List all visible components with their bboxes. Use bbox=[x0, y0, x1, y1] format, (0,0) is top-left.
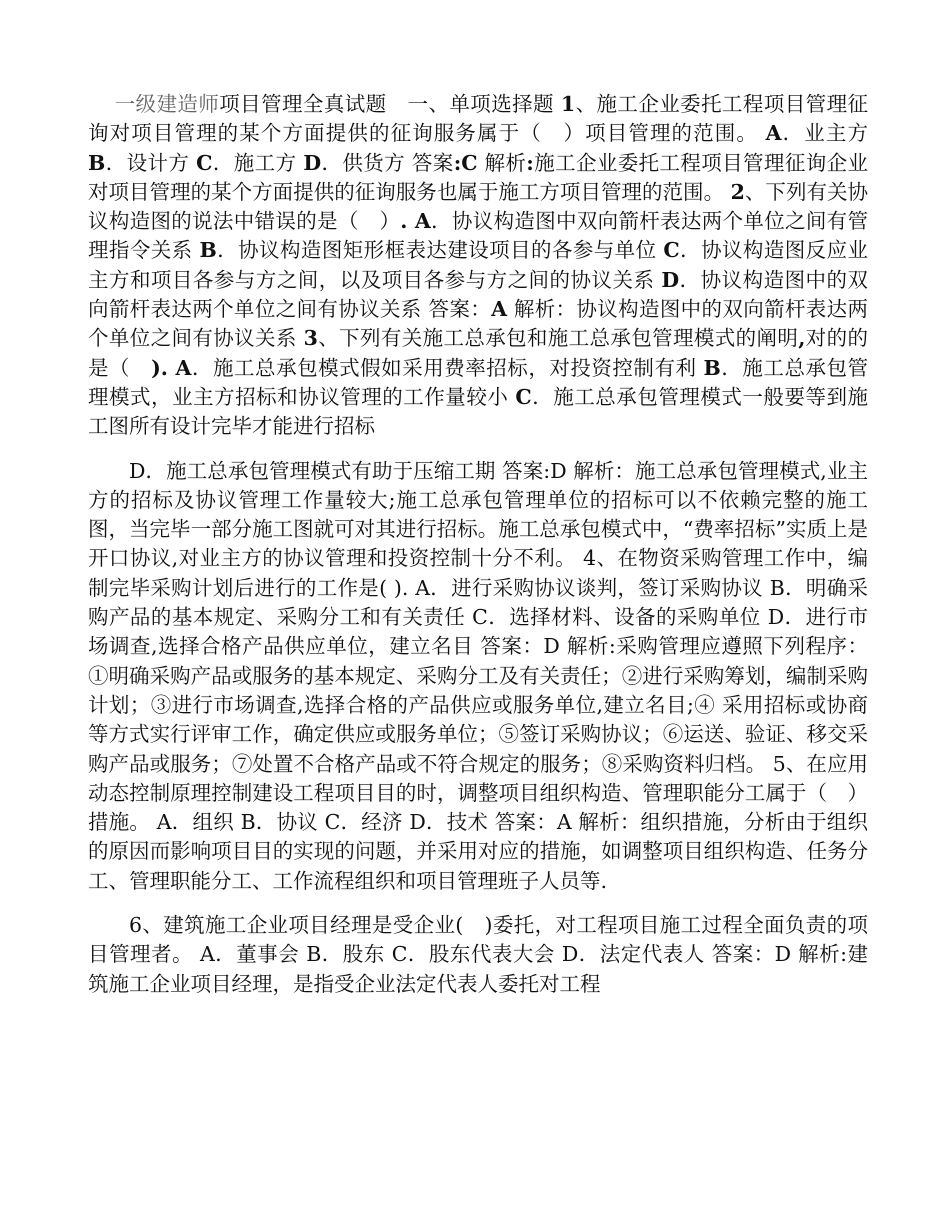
text-segment: ．协议构造图反应业主方和项目各参与方之间，以及项目各参与方之间的协议关系 bbox=[88, 238, 868, 292]
text-segment: 施工企业委托工程项目管理征询企业对项目管理的某个方面提供的征询服务也属于施工方项目管理的范围。 bbox=[88, 150, 868, 204]
text-segment: 解析：协议构造图中的双向箭杆表达两个单位之间有协议关系 bbox=[88, 297, 869, 351]
text-segment: C bbox=[663, 238, 680, 263]
text-segment: C bbox=[515, 384, 532, 409]
text-segment: 、下列有关协议构造图的说法中错误的是（ ） bbox=[88, 179, 869, 234]
text-segment: 对的的是（ bbox=[88, 326, 869, 380]
text-segment: ．协议构造图矩形框表达建设项目的各参与单位 bbox=[216, 238, 664, 263]
text-segment: ．供货方 答案 bbox=[321, 150, 454, 175]
text-segment: ．业主方 bbox=[781, 121, 868, 146]
text-segment: A bbox=[765, 121, 782, 146]
text-segment: D bbox=[303, 150, 322, 175]
text-segment: 、施工企业委托工程项目管理征询对项目管理的某个方面提供的征询服务属于（ ）项目管理的范围。 bbox=[88, 92, 869, 146]
text-segment: 3 bbox=[303, 326, 318, 351]
text-segment: B bbox=[703, 355, 721, 380]
text-segment: 解析 bbox=[477, 150, 527, 175]
text-segment: B bbox=[199, 238, 217, 263]
text-segment: 、下列有关施工总承包和施工总承包管理模式的阐明 bbox=[317, 326, 799, 351]
paragraph-3 bbox=[88, 911, 868, 999]
header-prefix: 一级建造师 bbox=[114, 92, 220, 116]
text-segment: : bbox=[526, 150, 534, 175]
text-segment: ．协议构造图中的双向箭杆表达两个单位之间有协议关系 答案： bbox=[88, 267, 869, 322]
text-segment: 2 bbox=[730, 179, 745, 204]
text-segment: D bbox=[661, 267, 680, 292]
document-page bbox=[88, 90, 868, 1014]
text-segment: ．施工总承包模式假如采用费率招标，对投资控制有利 bbox=[191, 355, 704, 380]
paragraph-2 bbox=[88, 457, 868, 896]
text-segment: 1 bbox=[560, 92, 576, 116]
text-segment: ．设计方 bbox=[105, 150, 197, 175]
text-segment: 项目管理全真试题 一、单项选择题 bbox=[219, 92, 561, 116]
text-segment: C bbox=[196, 150, 213, 175]
text-segment: . A bbox=[400, 209, 431, 234]
text-segment: 6、建筑施工企业项目经理是受企业( )委托，对工程项目施工过程全面负责的项目管理者。 A．董事会 B．股东 C．股东代表大会 D．法定代表人 答案：D 解析:建筑施工企业项目经理，是指受企业法定代表人委托对工程 bbox=[88, 913, 868, 996]
paragraph-1-body bbox=[88, 92, 868, 438]
text-segment: ．施工总承包管理模式一般要等到施工图所有设计完毕才能进行招标 bbox=[88, 384, 869, 439]
text-segment: ). A bbox=[151, 355, 192, 380]
text-segment: , bbox=[798, 326, 806, 351]
text-segment: :C bbox=[453, 150, 478, 175]
text-segment: ．协议构造图中双向箭杆表达两个单位之间有管理指令关系 bbox=[88, 209, 869, 263]
paragraph-1 bbox=[88, 90, 868, 442]
text-segment: B bbox=[88, 150, 106, 175]
text-segment: A bbox=[491, 297, 507, 322]
text-segment: ．施工总承包管理模式，业主方招标和协议管理的工作量较小 bbox=[88, 355, 869, 409]
text-segment: ．施工方 bbox=[212, 150, 304, 175]
text-segment: D．施工总承包管理模式有助于压缩工期 答案:D 解析：施工总承包管理模式,业主方的招标及协议管理工作量较大;施工总承包管理单位的招标可以不依赖完整的施工图，当完毕一部分施工图就可对其进行招标。施工总承包模式中，“费率招标”实质上是开口协议,对业主方的协议管理和投资控制十分不利。 4、在物资采购管理工作中，编制完毕采购计划后进行的工作是( ). A．进行采购协议谈判，签订采购协议 B．明确采购产品的基本规定、采购分工和有关责任 C．选择材料、设备的采购单位 D．进行市场调查,选择合格产品供应单位，建立名目 答案：D 解析:采购管理应遵照下列程序：①明确采购产品或服务的基本规定、采购分工及有关责任；②进行采购筹划，编制采购计划；③进行市场调查,选择合格的产品供应或服务单位,建立名目;④ 采用招标或协商等方式实行评审工作，确定供应或服务单位；⑤签订采购协议；⑥运送、验证、移交采购产品或服务；⑦处置不合格产品或不符合规定的服务；⑧采购资料归档。 5、在应用动态控制原理控制建设工程项目目的时，调整项目组织构造、管理职能分工属于（ ）措施。 A．组织 B．协议 C．经济 D．技术 答案：A 解析：组织措施，分析由于组织的原因而影响项目目的实现的问题，并采用对应的措施，如调整项目组织构造、任务分工、管理职能分工、工作流程组织和项目管理班子人员等. bbox=[88, 458, 868, 893]
